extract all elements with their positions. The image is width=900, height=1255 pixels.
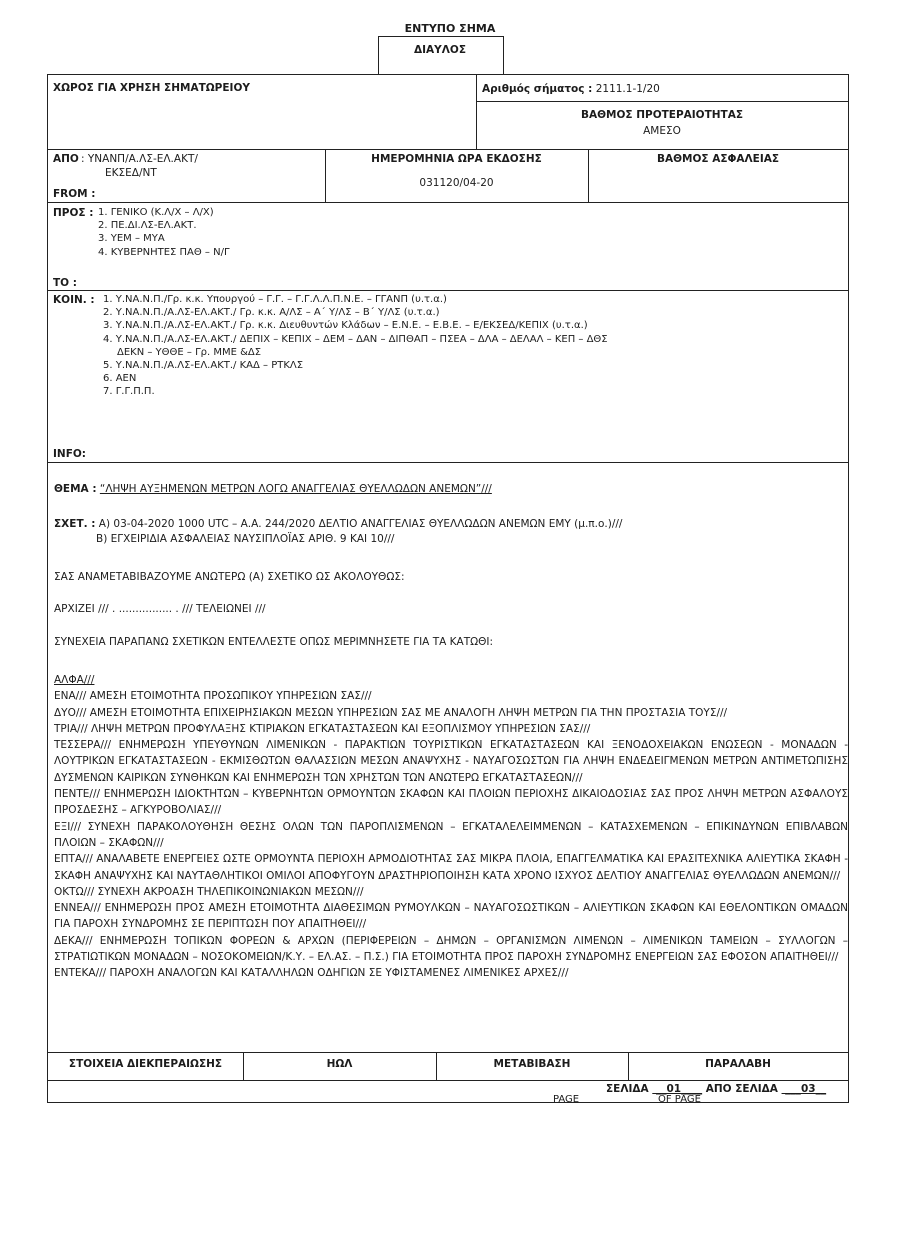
instructions-list <box>54 672 848 982</box>
subject-line <box>54 483 492 495</box>
paragraph-start-end: ΑΡΧΙΖΕΙ /// . ................ . /// ΤΕΛΕΙΩΝΕΙ /// <box>54 603 266 615</box>
hoa-label: ΗΩΛ <box>326 1058 353 1070</box>
reference-line-a <box>54 518 622 530</box>
dtg-label: ΗΜΕΡΟΜΗΝΙΑ ΩΡΑ ΕΚΔΟΣΗΣ <box>371 153 542 165</box>
instruction-item: ΕΞΙ/// ΣΥΝΕΧΗ ΠΑΡΑΚΟΛΟΥΘΗΣΗ ΘΕΣΗΣ ΟΛΩΝ ΤΩΝ ΠΑΡΟΠΛΙΣΜΕΝΩΝ – ΕΓΚΑΤΑΛΕΛΕΙΜΜΕΝΩΝ – ΚΑΤΑΣΧΕΜΕΝΩΝ – ΕΠΙΚΙΝΔΥΝΩΝ ΕΠΙΒΛΑΒΩΝ ΠΛΟΙΩΝ – ΣΚΑΦΩΝ/// <box>54 820 848 849</box>
paragraph-forward: ΣΑΣ ΑΝΑΜΕΤΑΒΙΒΑΖΟΥΜΕ ΑΝΩΤΕΡΩ (Α) ΣΧΕΤΙΚΟ ΩΣ ΑΚΟΛΟΥΘΩΣ: <box>54 571 405 583</box>
info-line: ΔΕΚΝ – ΥΘΘΕ – Γρ. ΜΜΕ &ΔΣ <box>117 346 262 358</box>
instruction-item: ΤΡΙΑ/// ΛΗΨΗ ΜΕΤΡΩΝ ΠΡΟΦΥΛΑΞΗΣ ΚΤΙΡΙΑΚΩΝ ΕΓΚΑΤΑΣΤΑΣΕΩΝ ΚΑΙ ΕΞΟΠΛΙΣΜΟΥ ΥΠΗΡΕΣΙΩΝ ΣΑΣ/// <box>54 722 591 735</box>
form-title: ΕΝΤΥΠΟ ΣΗΜΑ <box>404 22 496 35</box>
priority-value: ΑΜΕΣΟ <box>643 125 681 137</box>
info-line: 4. Υ.ΝΑ.Ν.Π./Α.ΛΣ-ΕΛ.ΑΚΤ./ ΔΕΠΙΧ – ΚΕΠΙΧ – ΔΕΜ – ΔΑΝ – ΔΙΠΘΑΠ – ΠΣΕΑ – ΔΛΑ – ΔΕΛΑΛ – ΚΕΠ – ΔΘΣ <box>103 333 608 345</box>
security-label: ΒΑΘΜΟΣ ΑΣΦΑΛΕΙΑΣ <box>656 153 780 165</box>
channel-label: ΔΙΑΥΛΟΣ <box>414 44 466 56</box>
ref-b: Β) ΕΓΧΕΙΡΙΔΙΑ ΑΣΦΑΛΕΙΑΣ ΝΑΥΣΙΠΛΟΪΑΣ ΑΡΙΘ. 9 ΚΑΙ 10/// <box>96 533 395 545</box>
instruction-item: ΠΕΝΤΕ/// ΕΝΗΜΕΡΩΣΗ ΙΔΙΟΚΤΗΤΩΝ – ΚΥΒΕΡΝΗΤΩΝ ΟΡΜΟΥΝΤΩΝ ΣΚΑΦΩΝ ΚΑΙ ΠΛΟΙΩΝ ΠΕΡΙΟΧΗΣ ΔΙΚΑΙΟΔΟΣΙΑΣ ΣΑΣ ΠΡΟΣ ΛΗΨΗ ΜΕΤΡΩΝ ΑΣΦΑΛΟΥΣ ΠΡΟΣΔΕΣΗΣ – ΑΓΚΥΡΟΒΟΛΙΑΣ/// <box>54 788 848 817</box>
from-en-label: FROM : <box>53 188 96 200</box>
from-line1: : ΥΝΑΝΠ/Α.ΛΣ-ΕΛ.ΑΚΤ/ <box>81 153 198 165</box>
from-label: ΑΠΟ <box>53 153 79 165</box>
page-number: 01 <box>666 1083 682 1095</box>
to-en-label: TO : <box>53 277 77 289</box>
to-line: 4. ΚΥΒΕΡΝΗΤΕΣ ΠΑΘ – Ν/Γ <box>98 246 230 258</box>
instruction-item: ΕΝΝΕΑ/// ΕΝΗΜΕΡΩΣΗ ΠΡΟΣ ΑΜΕΣΗ ΕΤΟΙΜΟΤΗΤΑ ΔΙΑΘΕΣΙΜΩΝ ΡΥΜΟΥΛΚΩΝ – ΝΑΥΑΓΟΣΩΣΤΙΚΩΝ – ΑΛΙΕΥΤΙΚΩΝ ΣΚΑΦΩΝ ΚΑΙ ΕΘΕΛΟΝΤΙΚΩΝ ΟΜΑΔΩΝ ΓΙΑ ΠΑΡΟΧΗ ΣΥΝΔΡΟΜΗΣ ΣΕ ΠΕΡΙΠΤΩΣΗ ΠΟΥ ΑΠΑΙΤΗΘΕΙ/// <box>54 902 848 931</box>
page-label: ΣΕΛΙΔΑ <box>606 1083 649 1095</box>
page-counter: ΣΕΛΙΔΑ __01____ ΑΠΟ ΣΕΛΙΔΑ ___03__ <box>606 1083 827 1095</box>
page-en-label: PAGE <box>553 1094 580 1105</box>
info-line: 6. ΑΕΝ <box>103 373 137 385</box>
handling-label: ΣΤΟΙΧΕΙΑ ΔΙΕΚΠΕΡΑΙΩΣΗΣ <box>68 1058 223 1070</box>
instruction-item: ΤΕΣΣΕΡΑ/// ΕΝΗΜΕΡΩΣΗ ΥΠΕΥΘΥΝΩΝ ΛΙΜΕΝΙΚΩΝ - ΠΑΡΑΚΤΙΩΝ ΤΟΥΡΙΣΤΙΚΩΝ ΕΓΚΑΤΑΣΤΑΣΕΩΝ ΚΑΙ ΞΕΝΟΔΟΧΕΙΑΚΩΝ ΕΝΩΣΕΩΝ - ΜΟΝΑΔΩΝ - ΛΟΥΤΡΙΚΩΝ ΕΓΚΑΤΑΣΤΑΣΕΩΝ - ΕΚΜΙΣΘΩΤΩΝ ΘΑΛΑΣΣΙΩΝ ΜΕΣΩΝ ΑΝΑΨΥΧΗΣ - ΝΑΥΑΓΟΣΩΣΤΩΝ ΓΙΑ ΛΗΨΗ ΕΝΔΕΔΕΙΓΜΕΝΩΝ ΜΕΤΡΩΝ ΑΝΤΙΜΕΤΩΠΙΣΗΣ ΔΥΣΜΕΝΩΝ ΚΑΙΡΙΚΩΝ ΣΥΝΘΗΚΩΝ ΚΑΙ ΕΝΗΜΕΡΩΣΗ ΤΩΝ ΧΡΗΣΤΩΝ ΤΩΝ ΑΝΩΤΕΡΩ ΕΓΚΑΤΑΣΤΑΣΕΩΝ/// <box>54 739 848 784</box>
info-list <box>103 293 608 399</box>
to-list <box>98 206 230 259</box>
of-number: 03 <box>800 1083 816 1095</box>
paragraph-continuation: ΣΥΝΕΧΕΙΑ ΠΑΡΑΠΑΝΩ ΣΧΕΤΙΚΩΝ ΕΝΤΕΛΛΕΣΤΕ ΟΠΩΣ ΜΕΡΙΜΝΗΣΕΤΕ ΓΙΑ ΤΑ ΚΑΤΩΘΙ: <box>54 636 494 648</box>
of-en-label: OF PAGE <box>658 1094 701 1105</box>
to-line: 2. ΠΕ.ΔΙ.ΛΣ-ΕΛ.ΑΚΤ. <box>98 220 197 232</box>
to-line: 1. ΓΕΝΙΚΟ (Κ.Λ/Χ – Λ/Χ) <box>98 207 214 218</box>
signal-number <box>482 82 660 96</box>
office-use-label: ΧΩΡΟΣ ΓΙΑ ΧΡΗΣΗ ΣΗΜΑΤΩΡΕΙΟΥ <box>53 82 250 94</box>
priority-label: ΒΑΘΜΟΣ ΠΡΟΤΕΡΑΙΟΤΗΤΑΣ <box>580 109 744 121</box>
signal-number-value: 2111.1-1/20 <box>595 83 660 95</box>
info-line: 5. Υ.ΝΑ.Ν.Π./Α.ΛΣ-ΕΛ.ΑΚΤ./ ΚΑΔ – ΡΤΚΛΣ <box>103 360 304 372</box>
dtg-value: 031120/04-20 <box>419 177 494 189</box>
ref-a: Α) 03-04-2020 1000 UTC – Α.Α. 244/2020 ΔΕΛΤΙΟ ΑΝΑΓΓΕΛΙΑΣ ΘΥΕΛΛΩΔΩΝ ΑΝΕΜΩΝ ΕΜΥ (μ.π.ο.)/// <box>98 518 623 530</box>
of-label: ΑΠΟ ΣΕΛΙΔΑ <box>705 1083 778 1095</box>
from-line2: ΕΚΣΕΔ/ΝΤ <box>105 167 157 179</box>
ref-label: ΣΧΕΤ. : <box>54 518 96 530</box>
info-line: 1. Υ.ΝΑ.Ν.Π./Γρ. κ.κ. Υπουργού – Γ.Γ. – Γ.Γ.Λ.Λ.Π.Ν.Ε. – ΓΓΑΝΠ (υ.τ.α.) <box>103 294 447 305</box>
info-line: 7. Γ.Γ.Π.Π. <box>103 386 155 398</box>
instruction-item: ΕΝΑ/// ΑΜΕΣΗ ΕΤΟΙΜΟΤΗΤΑ ΠΡΟΣΩΠΙΚΟΥ ΥΠΗΡΕΣΙΩΝ ΣΑΣ/// <box>54 690 372 703</box>
subject-label: ΘΕΜΑ : <box>54 483 97 495</box>
signal-number-label: Αριθμός σήματος : <box>482 83 593 95</box>
instruction-item: ΕΝΤΕΚΑ/// ΠΑΡΟΧΗ ΑΝΑΛΟΓΩΝ ΚΑΙ ΚΑΤΑΛΛΗΛΩΝ ΟΔΗΓΙΩΝ ΣΕ ΥΦΙΣΤΑΜΕΝΕΣ ΛΙΜΕΝΙΚΕΣ ΑΡΧΕΣ/// <box>54 967 569 980</box>
info-en-label: INFO: <box>53 448 86 460</box>
info-line: 2. Υ.ΝΑ.Ν.Π./Α.ΛΣ-ΕΛ.ΑΚΤ./ Γρ. κ.κ. Α/ΛΣ – Α΄ Υ/ΛΣ – Β΄ Υ/ΛΣ (υ.τ.α.) <box>103 307 440 319</box>
info-line: 3. Υ.ΝΑ.Ν.Π./Α.ΛΣ-ΕΛ.ΑΚΤ./ Γρ. κ.κ. Διευθυντών Κλάδων – Ε.Ν.Ε. – Ε.Β.Ε. – Ε/ΕΚΣΕΔ/ΚΕΠΙΧ (υ.τ.α.) <box>103 320 588 332</box>
instruction-item: ΔΕΚΑ/// ΕΝΗΜΕΡΩΣΗ ΤΟΠΙΚΩΝ ΦΟΡΕΩΝ & ΑΡΧΩΝ (ΠΕΡΙΦΕΡΕΙΩΝ – ΔΗΜΩΝ – ΟΡΓΑΝΙΣΜΩΝ ΛΙΜΕΝΩΝ – ΛΙΜΕΝΙΚΩΝ ΤΑΜΕΙΩΝ – ΣΥΛΛΟΓΩΝ – ΣΤΡΑΤΙΩΤΙΚΩΝ ΜΟΝΑΔΩΝ – ΝΟΣΟΚΟΜΕΙΩΝ/Κ.Υ. – ΕΛ.ΑΣ. – Π.Σ.) ΓΙΑ ΕΤΟΙΜΟΤΗΤΑ ΠΡΟΣ ΠΑΡΟΧΗ ΣΥΝΔΡΟΜΗΣ ΕΝΕΡΓΕΙΩΝ ΣΑΣ ΕΦΟΣΟΝ ΑΠΑΙΤΗΘΕΙ/// <box>54 934 848 964</box>
info-label: ΚΟΙΝ. : <box>53 294 95 306</box>
instruction-item: ΔΥΟ/// ΑΜΕΣΗ ΕΤΟΙΜΟΤΗΤΑ ΕΠΙΧΕΙΡΗΣΙΑΚΩΝ ΜΕΣΩΝ ΥΠΗΡΕΣΙΩΝ ΣΑΣ ΜΕ ΑΝΑΛΟΓΗ ΛΗΨΗ ΜΕΤΡΩΝ ΓΙΑ ΤΗΝ ΠΡΟΣΤΑΣΙΑ ΤΟΥΣ/// <box>54 706 728 719</box>
to-line: 3. ΥΕΜ – ΜΥΑ <box>98 233 165 245</box>
instruction-item: ΟΚΤΩ/// ΣΥΝΕΧΗ ΑΚΡΟΑΣΗ ΤΗΛΕΠΙΚΟΙΝΩΝΙΑΚΩΝ ΜΕΣΩΝ/// <box>54 885 364 898</box>
transmission-label: ΜΕΤΑΒΙΒΑΣΗ <box>493 1058 571 1070</box>
to-label: ΠΡΟΣ : <box>53 207 94 219</box>
instruction-item: ΕΠΤΑ/// ΑΝΑΛΑΒΕΤΕ ΕΝΕΡΓΕΙΕΣ ΩΣΤΕ ΟΡΜΟΥΝΤΑ ΠΕΡΙΟΧΗ ΑΡΜΟΔΙΟΤΗΤΑΣ ΣΑΣ ΜΙΚΡΑ ΠΛΟΙΑ, ΕΠΑΓΓΕΛΜΑΤΙΚΑ ΚΑΙ ΕΡΑΣΙΤΕΧΝΙΚΑ ΑΛΙΕΥΤΙΚΑ ΣΚΑΦΗ - ΣΚΑΦΗ ΑΝΑΨΥΧΗΣ ΚΑΙ ΝΑΥΤΑΘΛΗΤΙΚΟΙ ΟΜΙΛΟΙ ΑΠΟΦΥΓΟΥΝ ΔΡΑΣΤΗΡΙΟΠΟΙΗΣΗ ΚΑΤΑ ΧΡΟΝΟ ΙΣΧΥΟΣ ΔΕΛΤΙΟΥ ΑΝΑΓΓΕΛΙΑΣ ΘΥΕΛΛΩΔΩΝ ΑΝΕΜΩΝ/// <box>54 853 848 882</box>
alfa-heading: ΑΛΦΑ/// <box>54 674 95 686</box>
receipt-label: ΠΑΡΑΛΑΒΗ <box>705 1058 771 1070</box>
subject-text: “ΛΗΨΗ ΑΥΞΗΜΕΝΩΝ ΜΕΤΡΩΝ ΛΟΓΩ ΑΝΑΓΓΕΛΙΑΣ ΘΥΕΛΛΩΔΩΝ ΑΝΕΜΩΝ”/// <box>99 483 492 495</box>
